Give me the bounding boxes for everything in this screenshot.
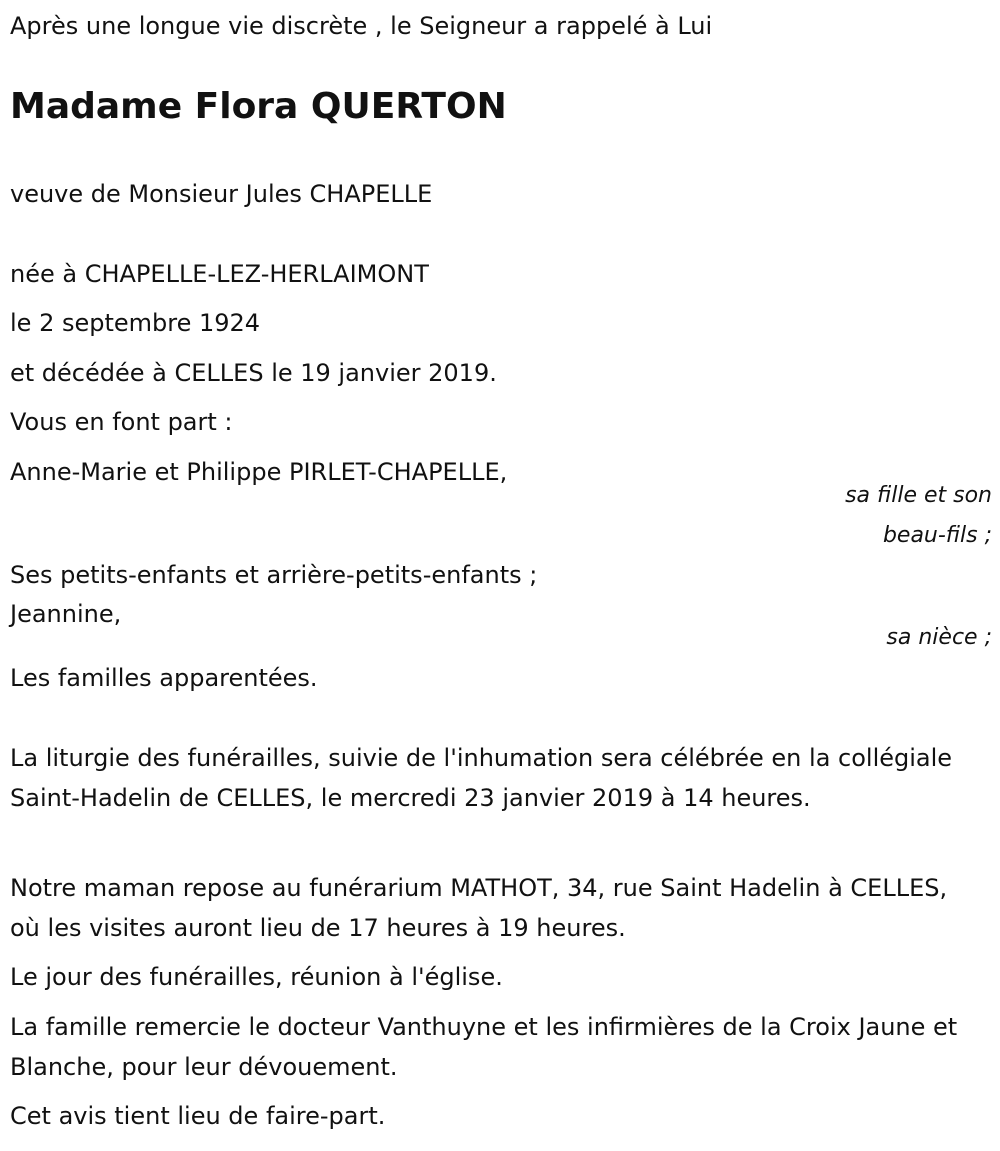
funeral-paragraph: Cet avis tient lieu de faire-part. <box>10 1102 386 1130</box>
intro-text: Après une longue vie discrète , le Seigneur a rappelé à Lui <box>10 12 713 40</box>
widow-of-text: veuve de Monsieur Jules CHAPELLE <box>10 180 433 208</box>
funeral-paragraph: Le jour des funérailles, réunion à l'église. <box>10 963 503 991</box>
deceased-name: Madame Flora QUERTON <box>10 86 507 127</box>
family-member-relation: sa fille et son <box>845 483 992 508</box>
funeral-paragraph: La liturgie des funérailles, suivie de l'inhumation sera célébrée en la collégiale Saint-Hadelin de CELLES, le mercredi 23 janvier 2019 à 14 heures. <box>10 744 953 812</box>
funeral-paragraph: La famille remercie le docteur Vanthuyne et les infirmières de la Croix Jaune et Blanche, pour leur dévouement. <box>10 1013 958 1081</box>
death-text: et décédée à CELLES le 19 janvier 2019. <box>10 359 497 387</box>
family-member-name: Anne-Marie et Philippe PIRLET-CHAPELLE, <box>10 458 508 486</box>
family-member-name: Jeannine, <box>10 600 122 628</box>
family-member-name: Les familles apparentées. <box>10 664 318 692</box>
birth-date-text: le 2 septembre 1924 <box>10 309 261 337</box>
family-member-name: Ses petits-enfants et arrière-petits-enfants ; <box>10 561 538 589</box>
family-member-relation: sa nièce ; <box>886 625 992 650</box>
announce-text: Vous en font part : <box>10 408 233 436</box>
family-member-relation: beau-fils ; <box>882 523 992 548</box>
funeral-paragraph: Notre maman repose au funérarium MATHOT, 34, rue Saint Hadelin à CELLES, où les visites auront lieu de 17 heures à 19 heures. <box>10 874 948 942</box>
birth-place-text: née à CHAPELLE-LEZ-HERLAIMONT <box>10 260 429 288</box>
